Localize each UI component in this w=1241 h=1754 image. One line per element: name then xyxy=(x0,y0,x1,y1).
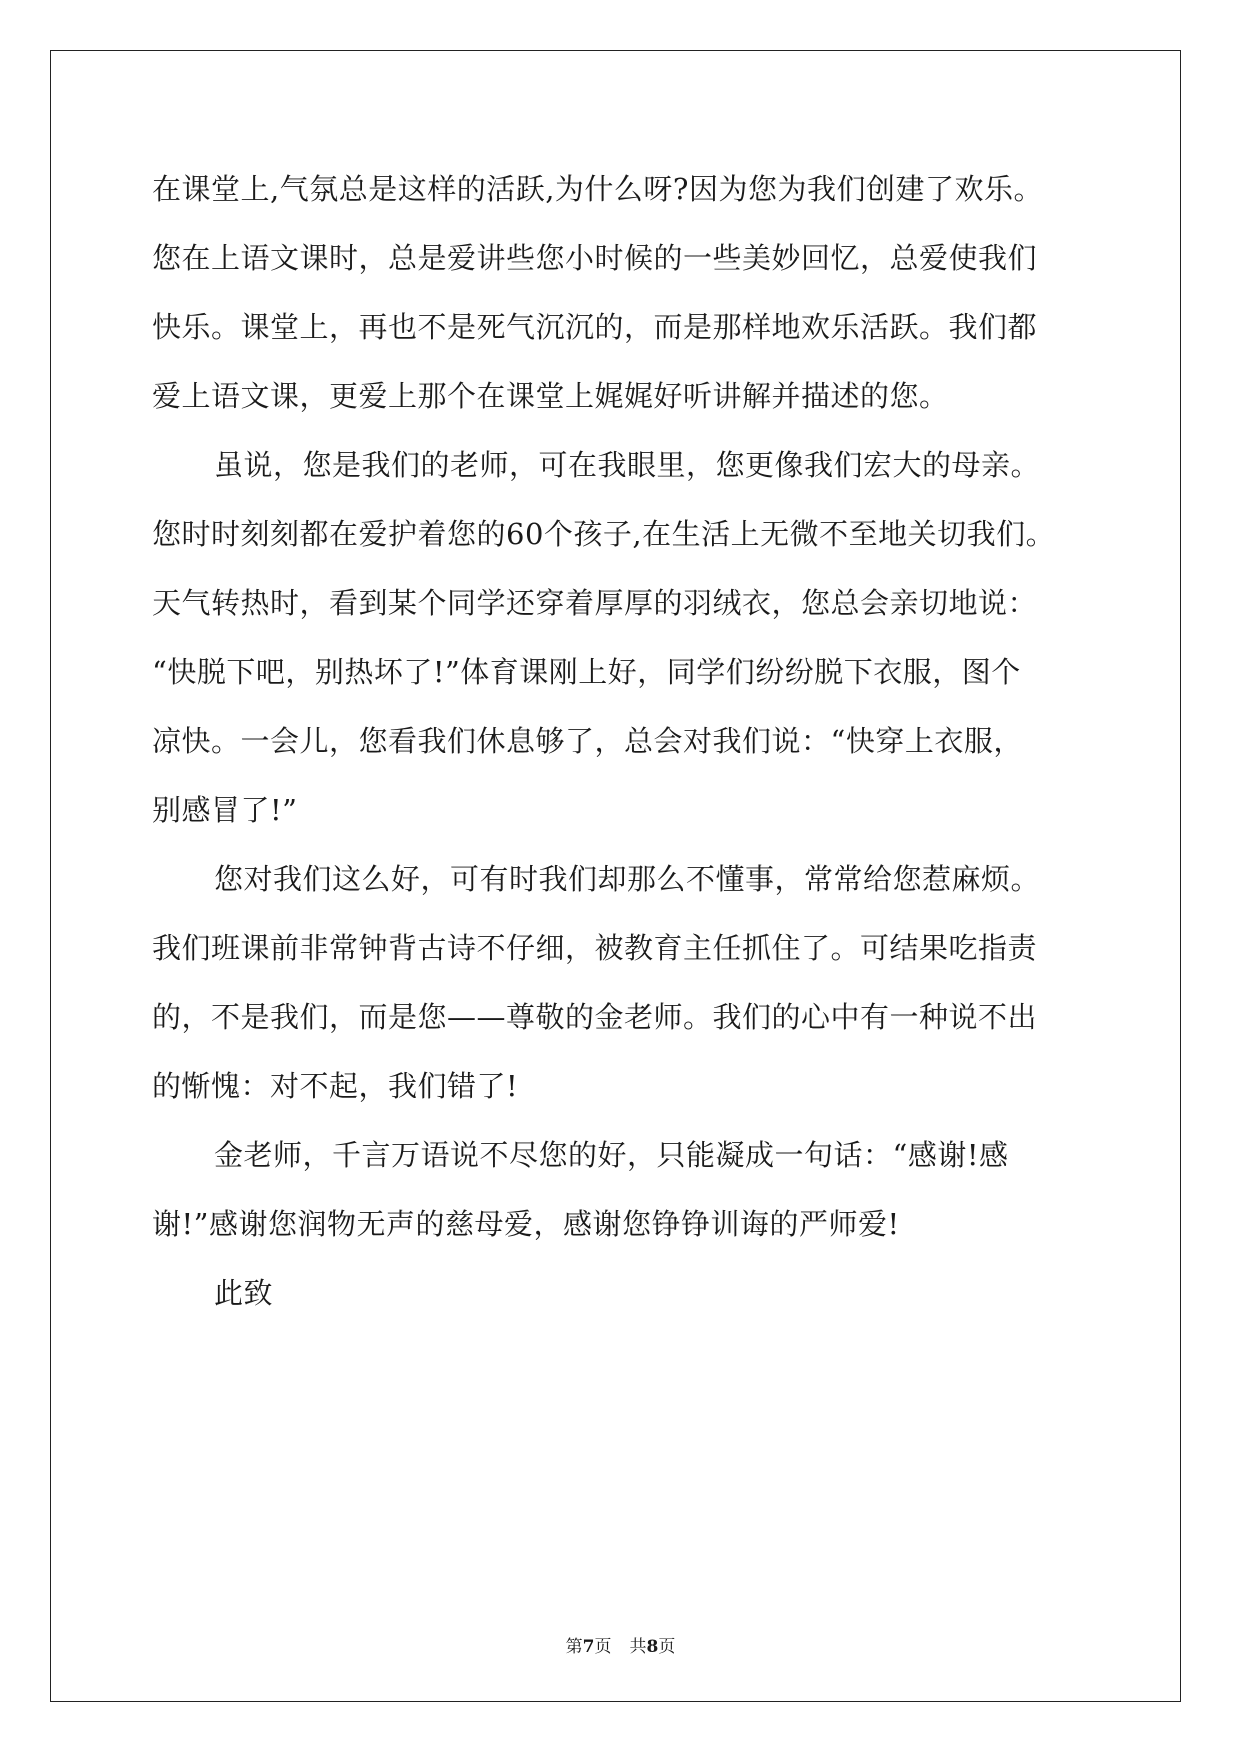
text-line: 的惭愧：对不起，我们错了! xyxy=(152,1069,519,1103)
closing-salutation: 此致 xyxy=(214,1276,274,1310)
text-line: 我们班课前非常钟背古诗不仔细，被教育主任抓住了。可结果吃指责 xyxy=(152,931,1038,965)
text-line: 您时时刻刻都在爱护着您的60个孩子,在生活上无微不至地关切我们。 xyxy=(152,517,1056,551)
total-prefix: 共 xyxy=(629,1637,647,1657)
text-line: 别感冒了!” xyxy=(152,793,298,827)
page-prefix: 第 xyxy=(565,1637,583,1657)
paragraph-start-line: 虽说，您是我们的老师，可在我眼里，您更像我们宏大的母亲。 xyxy=(214,448,1041,482)
text-line: 的，不是我们，而是您——尊敬的金老师。我们的心中有一种说不出 xyxy=(152,1000,1038,1034)
total-unit: 页 xyxy=(658,1637,676,1657)
text-line: 凉快。一会儿，您看我们休息够了，总会对我们说：“快穿上衣服， xyxy=(152,724,1023,758)
text-line: 在课堂上,气氛总是这样的活跃,为什么呀?因为您为我们创建了欢乐。 xyxy=(152,172,1043,206)
text-line: “快脱下吧，别热坏了!”体育课刚上好，同学们纷纷脱下衣服，图个 xyxy=(152,655,1021,689)
text-line: 谢!”感谢您润物无声的慈母爱，感谢您铮铮训诲的严师爱! xyxy=(152,1207,900,1241)
paragraph-start-line: 您对我们这么好，可有时我们却那么不懂事，常常给您惹麻烦。 xyxy=(214,862,1041,896)
text-line: 爱上语文课，更爱上那个在课堂上娓娓好听讲解并描述的您。 xyxy=(152,379,949,413)
total-page-number: 8 xyxy=(646,1637,659,1657)
text-line: 快乐。课堂上，再也不是死气沉沉的，而是那样地欢乐活跃。我们都 xyxy=(152,310,1038,344)
text-line: 您在上语文课时，总是爱讲些您小时候的一些美妙回忆，总爱使我们 xyxy=(152,241,1038,275)
document-body xyxy=(152,155,1088,1328)
current-page-number: 7 xyxy=(582,1637,595,1657)
page-unit: 页 xyxy=(594,1637,612,1657)
text-line: 天气转热时，看到某个同学还穿着厚厚的羽绒衣，您总会亲切地说： xyxy=(152,586,1038,620)
paragraph-start-line: 金老师，千言万语说不尽您的好，只能凝成一句话：“感谢!感 xyxy=(214,1138,1009,1172)
page-footer xyxy=(0,1635,1241,1659)
